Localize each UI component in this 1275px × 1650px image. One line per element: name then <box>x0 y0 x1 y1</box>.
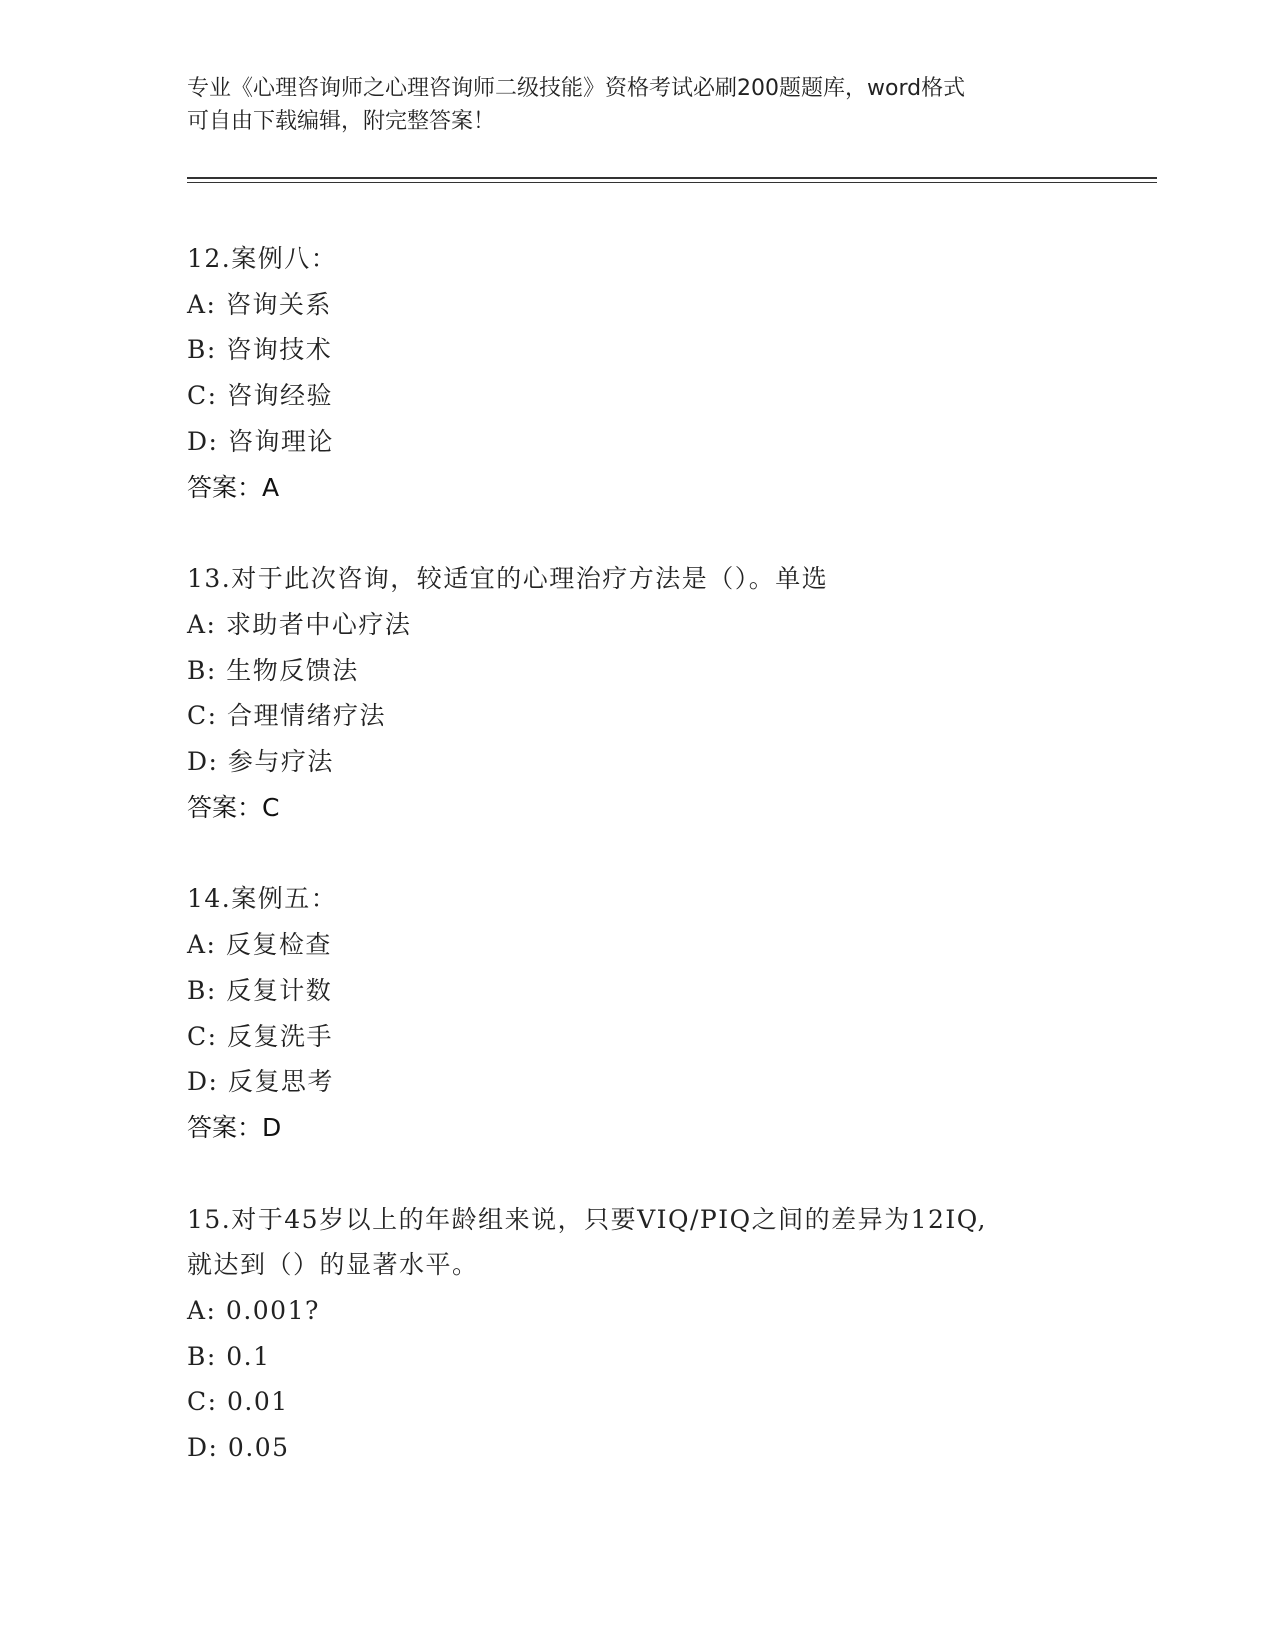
answer-option: D: 咨询理论 <box>187 426 334 456</box>
answer-option: D: 反复思考 <box>187 1067 334 1097</box>
answer-key: 答案：C <box>187 792 280 822</box>
header-divider-thick <box>187 177 1157 179</box>
question-stem: 15.对于45岁以上的年龄组来说，只要VIQ/PIQ之间的差异为12IQ, <box>187 1204 987 1234</box>
answer-option: D: 0.05 <box>187 1433 290 1463</box>
header-divider-thin <box>187 182 1157 183</box>
question-stem: 14.案例五： <box>187 884 338 914</box>
answer-option: C: 咨询经验 <box>187 381 333 411</box>
answer-option: A: 0.001? <box>187 1296 320 1326</box>
answer-option: A: 求助者中心疗法 <box>187 609 412 639</box>
answer-option: C: 反复洗手 <box>187 1021 333 1051</box>
answer-option: B: 生物反馈法 <box>187 655 359 685</box>
header-line-2: 可自由下载编辑，附完整答案！ <box>187 109 496 134</box>
answer-option: B: 反复计数 <box>187 975 333 1005</box>
answer-key: 答案：A <box>187 472 280 502</box>
answer-key: 答案：D <box>187 1112 282 1142</box>
header-line-1: 专业《心理咨询师之心理咨询师二级技能》资格考试必刷200题题库，word格式 <box>187 76 966 101</box>
question-block <box>187 236 1147 510</box>
question-list <box>187 236 1147 1517</box>
question-stem: 就达到（）的显著水平。 <box>187 1250 479 1280</box>
question-block <box>187 1197 1147 1471</box>
answer-option: A: 咨询关系 <box>187 289 332 319</box>
question-block <box>187 876 1147 1150</box>
document-header <box>187 72 1087 138</box>
question-block <box>187 556 1147 830</box>
question-stem: 12.案例八： <box>187 244 338 273</box>
answer-option: A: 反复检查 <box>187 930 332 960</box>
question-stem: 13.对于此次咨询，较适宜的心理治疗方法是（）。单选 <box>187 564 829 594</box>
answer-option: C: 合理情绪疗法 <box>187 701 386 731</box>
answer-option: D: 参与疗法 <box>187 747 334 777</box>
answer-option: C: 0.01 <box>187 1387 289 1417</box>
answer-option: B: 咨询技术 <box>187 335 333 365</box>
answer-option: B: 0.1 <box>187 1341 271 1371</box>
